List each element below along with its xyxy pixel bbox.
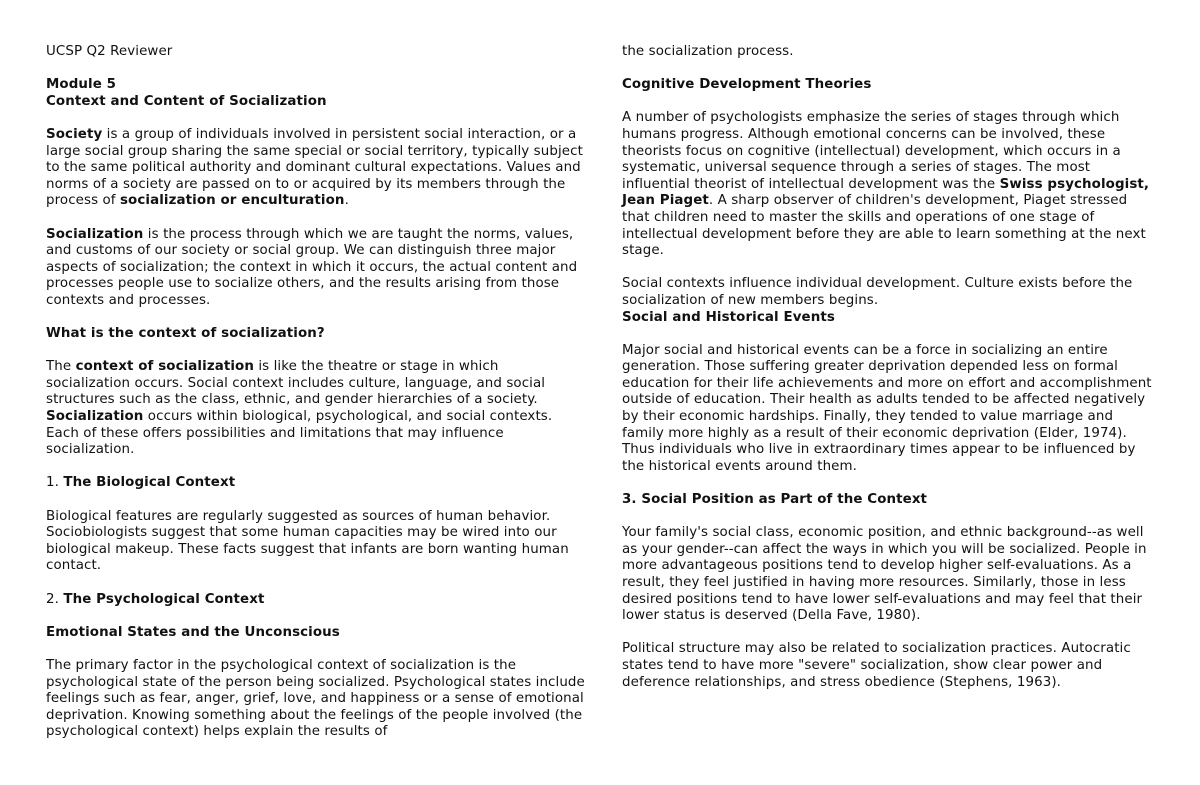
social-position-paragraph: Your family's social class, economic position, and ethnic background--as well as your gender--can affect the ways in which you will be socialized. People in more advantageous positions tend to develop higher self-evaluations. As a result, they feel justified in having more resources. Similarly, those in less desired positions tend to have lower self-evaluations and may feel that their lower status is deserved (Della Fave, 1980). [622, 525, 1147, 624]
right-column [622, 44, 1158, 691]
socialization-paragraph [46, 227, 586, 310]
socialization-term: Socialization [46, 226, 144, 242]
cognitive-text-2: . A sharp observer of children's development, Piaget stressed that children need to master the skills and operations of one stage of intellectual development before they are able to learn something at the next stage. [622, 193, 1146, 259]
module-label: Module 5 [46, 77, 117, 93]
society-paragraph [46, 127, 586, 210]
society-term: Society [46, 126, 103, 142]
cognitive-paragraph [622, 110, 1158, 259]
socialization-text: is the process through which we are taught the norms, values, and customs of our society or social group. We can distinguish three major aspects of socialization; the context in which it occurs, the actual content and processes people use to socialize others, and the results arising from those contexts and processes. [46, 226, 578, 308]
psychological-heading-text: The Psychological Context [63, 591, 265, 607]
biological-paragraph: Biological features are regularly suggested as sources of human behavior. Sociobiologists suggest that some human capacities may be wired into our biological makeup. These facts suggest that infants are born wanting human contact. [46, 508, 569, 574]
context-pre: The [46, 359, 76, 375]
social-contexts-paragraph: Social contexts influence individual development. Culture exists before the socialization of new members begins. [622, 276, 1133, 308]
left-column [46, 44, 586, 741]
emotional-paragraph: The primary factor in the psychological context of socialization is the psychological state of the person being socialized. Psychological states include feelings such as fear, anger, grief, love, and happiness or a sense of emotional deprivation. Knowing something about the feelings of the people involved (the psychological context) helps explain the results of [46, 657, 585, 740]
emotional-heading: Emotional States and the Unconscious [46, 624, 340, 640]
society-text: is a group of individuals involved in persistent social interaction, or a large social group sharing the same special or social territory, typically subject to the same political authority and dominant cultural expectations. Values and norms of a society are passed on to or acquired by its members through the process of [46, 126, 583, 209]
political-paragraph: Political structure may also be related to socialization practices. Autocratic states tend to have more "severe" socialization, show clear power and deference relationships, and stress obedience (Stephens, 1963). [622, 641, 1131, 690]
biological-number: 1. [46, 475, 64, 491]
socialization-enculturation-term: socialization or enculturation [119, 193, 345, 209]
historical-paragraph: Major social and historical events can be a force in socializing an entire generation. Those suffering greater deprivation depended less on formal education for their life achievements and more on effort and accomplishment outside of education. Their health as adults tended to be affected negatively by their economic hardships. Finally, they tended to value marriage and family more highly as a result of their economic deprivation (Elder, 1974). Thus individuals who live in extraordinary times appear to be influenced by the historical events around them. [622, 342, 1152, 474]
module-title: Context and Content of Socialization [46, 93, 327, 109]
cognitive-text: A number of psychologists emphasize the series of stages through which humans progress. Although emotional concerns can be involved, these theorists focus on cognitive (intellectual) development, which occurs in a systematic, universal sequence through a series of stages. The most influential theorist of intellectual development was the [622, 110, 1121, 192]
social-position-heading: 3. Social Position as Part of the Context [622, 492, 928, 508]
context-heading: What is the context of socialization? [46, 326, 325, 342]
biological-heading-text: The Biological Context [63, 475, 236, 491]
context-term: context of socialization [75, 359, 254, 375]
psychological-number: 2. [46, 591, 64, 607]
document-header: UCSP Q2 Reviewer [46, 44, 173, 59]
cognitive-heading: Cognitive Development Theories [622, 77, 872, 93]
context-text: is like the theatre or stage in which socialization occurs. Social context includes culture, language, and social structures such as the class, ethnic, and gender hierarchies of a society. [46, 359, 546, 408]
historical-heading: Social and Historical Events [622, 309, 835, 325]
context-term-socialization: Socialization [46, 409, 144, 425]
piaget-term: Swiss psychologist, Jean Piaget [622, 176, 1150, 209]
continued-text: the socialization process. [622, 44, 794, 59]
context-text-2: occurs within biological, psychological, and social contexts. Each of these offers possibilities and limitations that may influence socialization. [46, 409, 553, 458]
context-paragraph [46, 359, 586, 459]
society-end: . [344, 193, 349, 209]
biological-heading [46, 475, 586, 492]
psychological-heading [46, 592, 586, 609]
